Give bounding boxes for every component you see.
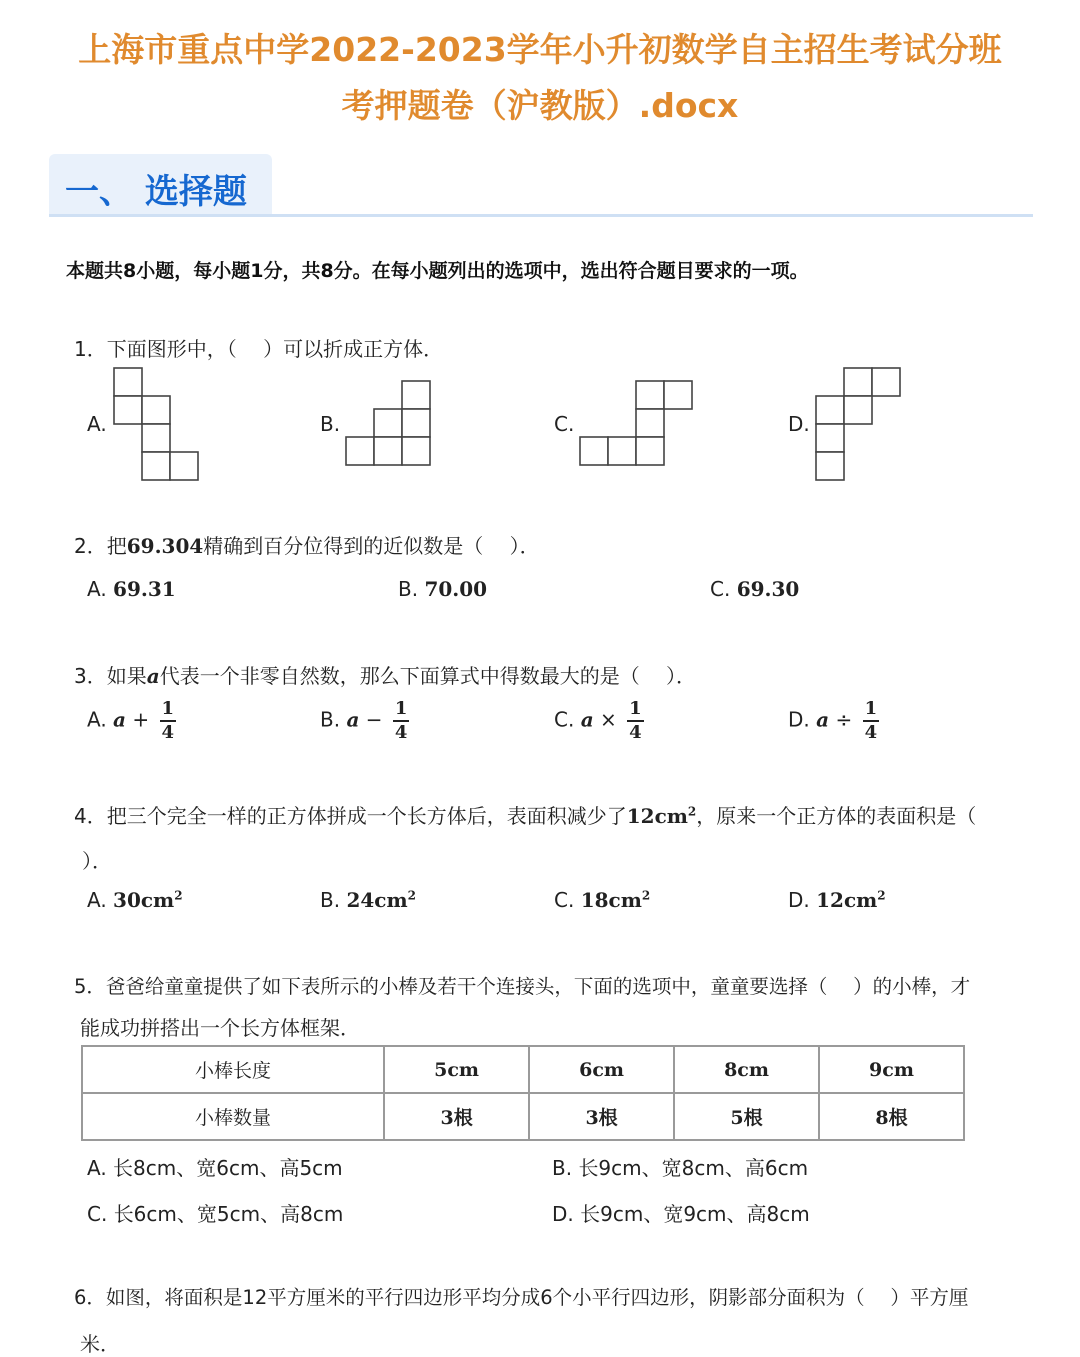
option-value: 70.00 (424, 577, 488, 601)
question-5-line-2: 能成功拼搭出一个长方体框架． (80, 1016, 360, 1040)
table-cell: 5根 (674, 1093, 819, 1140)
cube-net-a-icon (112, 366, 202, 482)
option-d: D. a ÷ $\frac{1}{4}$ (788, 698, 878, 743)
table-cell: 5cm (384, 1046, 529, 1093)
section-divider (49, 214, 1033, 217)
question-6-line-2: 米． (80, 1332, 120, 1356)
option-c: C. 69.30 (710, 577, 800, 601)
option-d: D. $12cm^2$ (788, 888, 886, 912)
question-text: 把三个完全一样的正方体拼成一个长方体后，表面积减少了 (106, 804, 627, 828)
option-c: C. $18cm^2$ (554, 888, 651, 912)
cube-net-d-icon (814, 366, 904, 482)
table-row (82, 1046, 964, 1093)
table-cell: 6cm (529, 1046, 674, 1093)
section-heading: 一、 选择题 (65, 172, 247, 212)
option-c: C. a × $\frac{1}{4}$ (554, 698, 642, 743)
option-text: 长6cm、宽5cm、高8cm (113, 1202, 344, 1226)
rod-table (81, 1045, 965, 1141)
option-text: 长8cm、宽6cm、高5cm (113, 1156, 343, 1180)
option-a: A. 69.31 (87, 577, 176, 601)
variable-a: a (146, 664, 160, 688)
option-a: A. a + $\frac{1}{4}$ (87, 698, 175, 743)
question-number: 5． (74, 975, 106, 998)
question-6 (74, 1282, 968, 1310)
option-text: 长9cm、宽8cm、高6cm (578, 1156, 809, 1180)
question-number: 1． (74, 337, 107, 361)
option-value: 69.31 (113, 577, 176, 601)
question-2 (74, 530, 540, 559)
option-c: C. 长6cm、宽5cm、高8cm (87, 1202, 344, 1226)
operator: − (365, 707, 383, 732)
question-text: 爸爸给童童提供了如下表所示的小棒及若干个连接头，下面的选项中，童童要选择（ ）的小棒，才 (105, 975, 971, 998)
option-b: B. 长9cm、宽8cm、高6cm (552, 1156, 809, 1180)
option-label: C. (554, 412, 575, 436)
question-4-line-2: ）． (82, 849, 112, 873)
question-text: ，原来一个正方体的表面积是（ (696, 804, 977, 828)
fraction: $\frac{1}{4}$ (161, 698, 175, 743)
table-cell: 8cm (674, 1046, 819, 1093)
table-cell: 3根 (529, 1093, 674, 1140)
fraction: $\frac{1}{4}$ (864, 698, 878, 743)
option-b: B. a − $\frac{1}{4}$ (320, 698, 408, 743)
option-label: D. (788, 412, 810, 436)
document-title-line-2: 考押题卷（沪教版）.docx (341, 86, 739, 125)
question-number-value: 69.304 (126, 534, 204, 558)
question-text: 精确到百分位得到的近似数是（ ）． (203, 534, 540, 558)
question-1 (74, 333, 443, 362)
operator: ÷ (835, 707, 853, 732)
question-3 (74, 660, 696, 689)
question-text: 如图，将面积是12平方厘米的平行四边形平均分成6个小平行四边形，阴影部分面积为（ ）平方厘 (105, 1286, 969, 1309)
operator: + (132, 707, 150, 732)
table-cell: 8根 (819, 1093, 964, 1140)
option-label: B. (320, 412, 341, 436)
cube-net-c-icon (578, 379, 698, 469)
section-heading-box (49, 154, 272, 214)
question-text: 把 (106, 534, 127, 558)
table-cell: 9cm (819, 1046, 964, 1093)
fraction: $\frac{1}{4}$ (629, 698, 642, 743)
fraction: $\frac{1}{4}$ (394, 698, 408, 743)
question-text: 代表一个非零自然数，那么下面算式中得数最大的是（ ）． (159, 664, 697, 688)
cube-net-b-icon (344, 379, 434, 469)
question-text: 如果 (106, 664, 147, 688)
option-a: A. 长8cm、宽6cm、高5cm (87, 1156, 343, 1180)
option-b: B. 70.00 (398, 577, 488, 601)
option-b: B. $24cm^2$ (320, 888, 416, 912)
question-number: 3． (74, 664, 107, 688)
operator: × (600, 707, 617, 732)
question-text: 下面图形中，（ ）可以折成正方体． (106, 337, 444, 361)
question-number: 2． (74, 534, 107, 558)
document-title-line-1: 上海市重点中学2022-2023学年小升初数学自主招生考试分班 (78, 30, 1002, 69)
question-5 (74, 971, 970, 999)
option-label: A. (87, 412, 107, 436)
section-instructions: 本题共8小题，每小题1分，共8分。在每小题列出的选项中，选出符合题目要求的一项。 (66, 260, 809, 282)
option-value: 69.30 (736, 577, 800, 601)
table-cell: 小棒数量 (82, 1093, 384, 1140)
table-cell: 小棒长度 (82, 1046, 384, 1093)
question-number: 6． (74, 1286, 106, 1309)
option-d: D. 长9cm、宽9cm、高8cm (552, 1202, 810, 1226)
option-text: 长9cm、宽9cm、高8cm (580, 1202, 810, 1226)
table-cell: 3根 (384, 1093, 529, 1140)
option-a: A. $30cm^2$ (87, 888, 183, 912)
table-row (82, 1093, 964, 1140)
question-number: 4． (74, 804, 107, 828)
question-4: 4．把三个完全一样的正方体拼成一个长方体后，表面积减少了$12cm^2$，原来一个正方体的表面积是（ (74, 804, 977, 828)
